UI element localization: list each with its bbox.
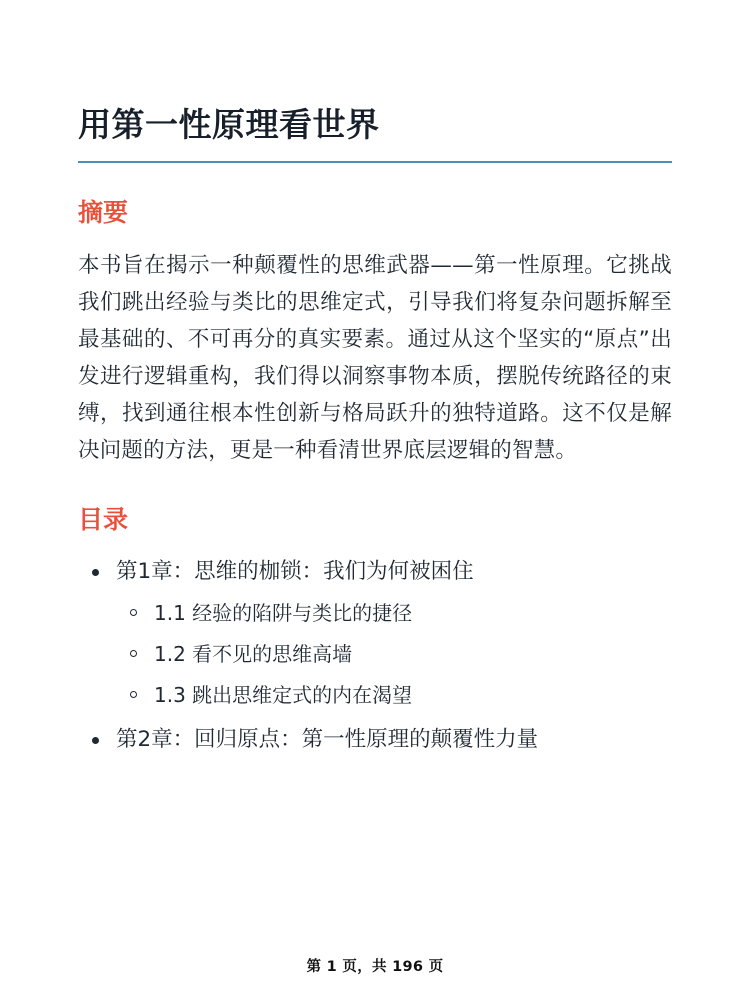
list-item[interactable] bbox=[116, 598, 672, 628]
list-item[interactable] bbox=[78, 724, 672, 756]
toc-sublist bbox=[116, 598, 672, 710]
toc-list bbox=[78, 556, 672, 757]
toc-heading: 目录 bbox=[78, 504, 129, 534]
toc-section-label: 1.1 经验的陷阱与类比的捷径 bbox=[154, 601, 413, 626]
list-item[interactable] bbox=[116, 639, 672, 669]
page-footer: 第 1 页，共 196 页 bbox=[306, 959, 444, 975]
toc-chapter-label: 第1章：思维的枷锁：我们为何被困住 bbox=[116, 559, 474, 585]
abstract-body: 本书旨在揭示一种颠覆性的思维武器——第一性原理。它挑战我们跳出经验与类比的思维定式，引导我们将复杂问题拆解至最基础的、不可再分的真实要素。通过从这个坚实的“原点”出发进行逻辑重构，我们得以洞察事物本质，摆脱传统路径的束缚，找到通往根本性创新与格局跃升的独特道路。这不仅是解决问题的方法，更是一种看清世界底层逻辑的智慧。 bbox=[78, 252, 672, 463]
toc-section-label: 1.3 跳出思维定式的内在渴望 bbox=[154, 683, 413, 708]
page-title: 用第一性原理看世界 bbox=[78, 105, 380, 144]
abstract-heading: 摘要 bbox=[78, 198, 129, 228]
title-divider bbox=[78, 161, 672, 163]
list-item[interactable] bbox=[116, 680, 672, 710]
toc-chapter-label: 第2章：回归原点：第一性原理的颠覆性力量 bbox=[116, 727, 539, 753]
list-item[interactable] bbox=[78, 556, 672, 710]
toc-section-label: 1.2 看不见的思维高墙 bbox=[154, 642, 353, 667]
